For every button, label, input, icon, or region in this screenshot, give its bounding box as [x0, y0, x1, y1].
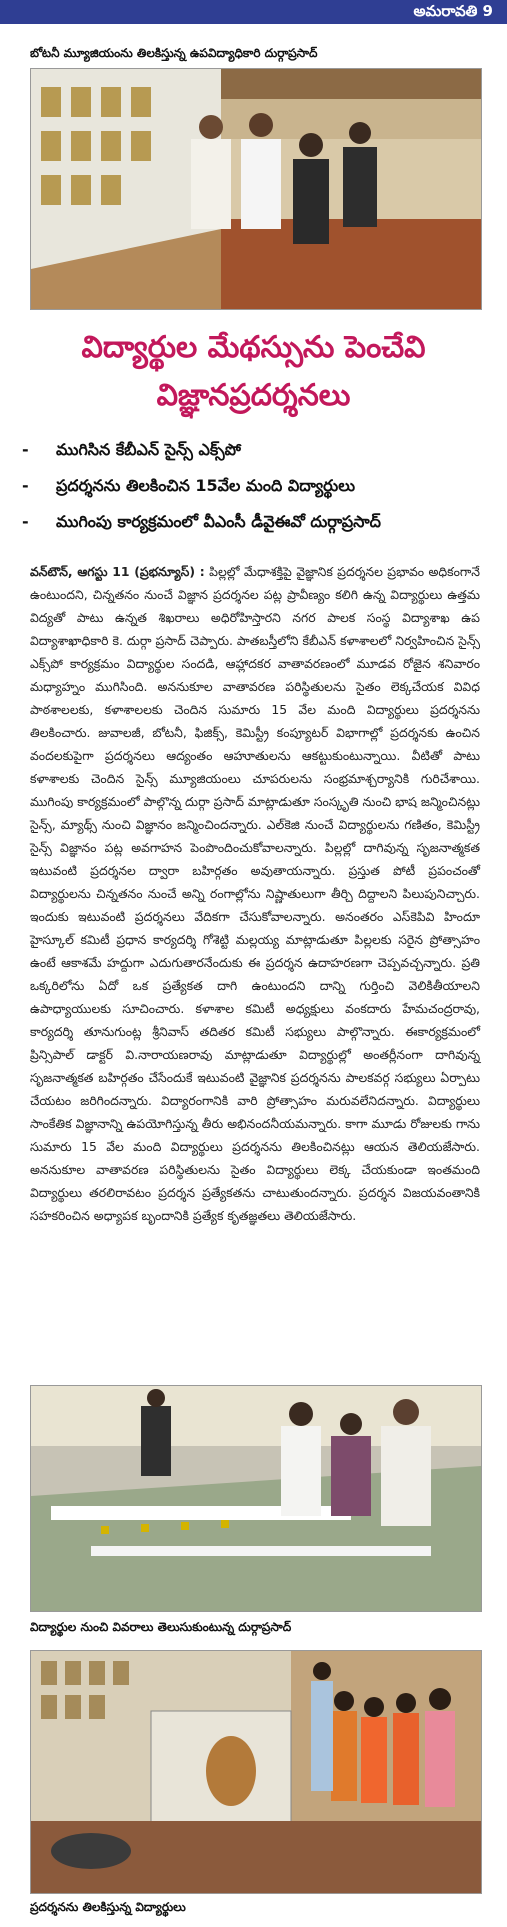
exhibit-model-illustration	[31, 1386, 481, 1611]
museum-photo-illustration	[31, 69, 481, 309]
photo3-caption: ప్రదర్శనను తిలకిస్తున్న విద్యార్థులు	[30, 1900, 186, 1914]
bullet-item	[22, 440, 492, 476]
bullet-item	[22, 512, 492, 548]
page-label: అమరావతి 9	[413, 2, 493, 20]
highlight-bullets	[22, 440, 492, 548]
bullet-text: ప్రదర్శనను తిలకించిన 15వేల మంది విద్యార్థులు	[56, 476, 356, 495]
photo1-caption: బోటనీ మ్యూజియంను తిలకిస్తున్న ఉపవిద్యాధికారి దుర్గాప్రసాద్	[30, 46, 318, 60]
museum-students-photo	[30, 1650, 482, 1894]
museum-photo	[30, 68, 482, 310]
exhibit-model-photo	[30, 1385, 482, 1612]
bullet-dash: -	[22, 476, 29, 495]
bullet-dash: -	[22, 440, 29, 459]
article-text: పిల్లల్లో మేధాశక్తిపై వైజ్ఞానిక ప్రదర్శనల ప్రభావం అధికంగానే ఉంటుందని, చిన్నతనం నుంచే విజ్ఞాన ప్రదర్శనల పట్ల ప్రావీణ్యం కలిగి ఉన్న విద్యార్థులు ఉత్తమ విద్యతో పాటు ఉన్నత శిఖరాలు అధిరోహిస్తారని నగర పాలక సంస్థ విద్యాశాఖ ఉప విద్యాశాఖాధికారి కె. దుర్గా ప్రసాద్ చెప్పారు. పాతబస్తీలోని కేబీఎన్ కళాశాలలో నిర్వహించిన సైన్స్ ఎక్స్‌పో కార్యక్రమం విద్యార్థుల సందడి, ఆహ్లాదకర వాతావరణంలో మూడవ రోజైన శనివారం మధ్యాహ్నం ముగిసింది. అననుకూల వాతావరణ పరిస్థితులను సైతం లెక్కచేయక వివిధ పాఠశాలలకు, కళాశాలలకు చెందిన సుమారు 15 వేల మంది విద్యార్థులు ప్రదర్శనను తిలకించారు. జువాలజీ, బోటనీ, ఫిజిక్స్, కెమిస్ట్రీ కంప్యూటర్ విభాగాల్లో ప్రదర్శనకు ఉంచిన వందలకుపైగా ప్రదర్శనలు ఆద్యంతం ఆహూతులను ఆకట్టుకుంటున్నాయి. వీటితో పాటు కళాశాలకు చెందిన సైన్స్ మ్యూజియంలు చూపరులను సంభ్రమాశ్చర్యానికి గురిచేశాయి. ముగింపు కార్యక్రమంలో పాల్గొన్న దుర్గా ప్రసాద్ మాట్లాడుతూ సంస్కృతి నుంచి భాష జన్మించినట్లు సైన్స్, మ్యాథ్స్ నుంచి విజ్ఞానం జన్మించిందన్నారు. ఎల్‌కెజి నుంచే విద్యార్థులను గణితం, కెమిస్ట్రీ సైన్స్ విజ్ఞానం పట్ల అవగాహన పెంపొందించుకోవాలన్నారు. పిల్లల్లో దాగివున్న సృజనాత్మకత ఇటువంటి ప్రదర్శనల ద్వారా బహిర్గతం అవుతాయన్నారు. ప్రస్తుత పోటీ ప్రపంచంతో విద్యార్థులను చిన్నతనం నుంచే అన్ని రంగాల్లోను నిష్ణాతులుగా తీర్చి దిద్దాలని పిలుపునిచ్చారు. ఇందుకు ఇటువంటి ప్రదర్శనలు వేదికగా చేసుకోవాలన్నారు. అనంతరం ఎస్‌కెపివి హిందూ హైస్కూల్ కమిటీ ప్రధాన కార్యదర్శి గోశెట్టి మల్లయ్య మాట్లాడుతూ పిల్లలకు సరైన ప్రోత్సాహం ఉంటే ఆకాశమే హద్దుగా ఎదుగుతారనేందుకు ఈ ప్రదర్శన ఉదాహరణగా చెప్పవచ్చన్నారు. ప్రతి ఒక్కరిలోను ఏదో ఒక ప్రత్యేకత దాగి ఉంటుందని దాన్ని గుర్తించి వెలికితీయాలని ఉపాధ్యాయులకు సూచించారు. కళాశాల కమిటీ అధ్యక్షులు వంకదారు హేమచంద్రరావు, కార్యదర్శి తూనుగుంట్ల శ్రీనివాస్ తదితర కమిటీ సభ్యులు పాల్గొన్నారు. ఈకార్యక్రమంలో ప్రిన్సిపాల్ డాక్టర్ వి.నారాయణరావు మాట్లాడుతూ విద్యార్థుల్లో అంతర్లీనంగా దాగివున్న సృజనాత్మకత బహిర్గతం చేసేందుకే ఇటువంటి వైజ్ఞానిక ప్రదర్శనను పాలకవర్గ సభ్యులు ఏర్పాటు చేయటం జరిగిందన్నారు. విద్యారంగానికి వారి ప్రోత్సాహం మరువలేనిదన్నారు. విద్యార్థులు సాంకేతిక విజ్ఞానాన్ని ఉపయోగిస్తున్న తీరు అభినందనీయమన్నారు. కాగా మూడు రోజులకు గాను సుమారు 15 వేల మంది విద్యార్థులు ప్రదర్శనను తిలకించినట్లు ఆయన తెలియజేసారు. అననుకూల వాతావరణ పరిస్థితులను సైతం విద్యార్థులు లెక్క చేయకుండా ఇంతమంది విద్యార్థులు తరలిరావటం ప్రదర్శన ప్రత్యేకతను చాటుతుందన్నారు. ప్రదర్శన విజయవంతానికి సహకరించిన అధ్యాపక బృందానికి ప్రత్యేక కృతజ్ఞతలు తెలియజేసారు.	[30, 564, 480, 1223]
bullet-dash: -	[22, 512, 29, 531]
museum-students-illustration	[31, 1651, 481, 1893]
bullet-text: ముగిసిన కేబీఎన్ సైన్స్ ఎక్స్‌పో	[56, 440, 241, 459]
photo2-caption: విద్యార్థుల నుంచి వివరాలు తెలుసుకుంటున్న దుర్గాప్రసాద్	[30, 1620, 292, 1634]
bullet-text: ముగింపు కార్యక్రమంలో వీఎంసీ డీవైఈవో దుర్గాప్రసాద్	[56, 512, 381, 531]
article-body	[30, 560, 480, 1227]
headline-line-2: విజ్ఞానప్రదర్శనలు	[156, 378, 351, 413]
bullet-item	[22, 476, 492, 512]
headline-line-1: విద్యార్థుల మేథస్సును పెంచేవి	[81, 330, 426, 365]
article-dateline: వన్‌టౌన్, ఆగస్టు 11 (ప్రభన్యూస్) :	[30, 564, 205, 579]
page-header-bar	[0, 0, 507, 24]
